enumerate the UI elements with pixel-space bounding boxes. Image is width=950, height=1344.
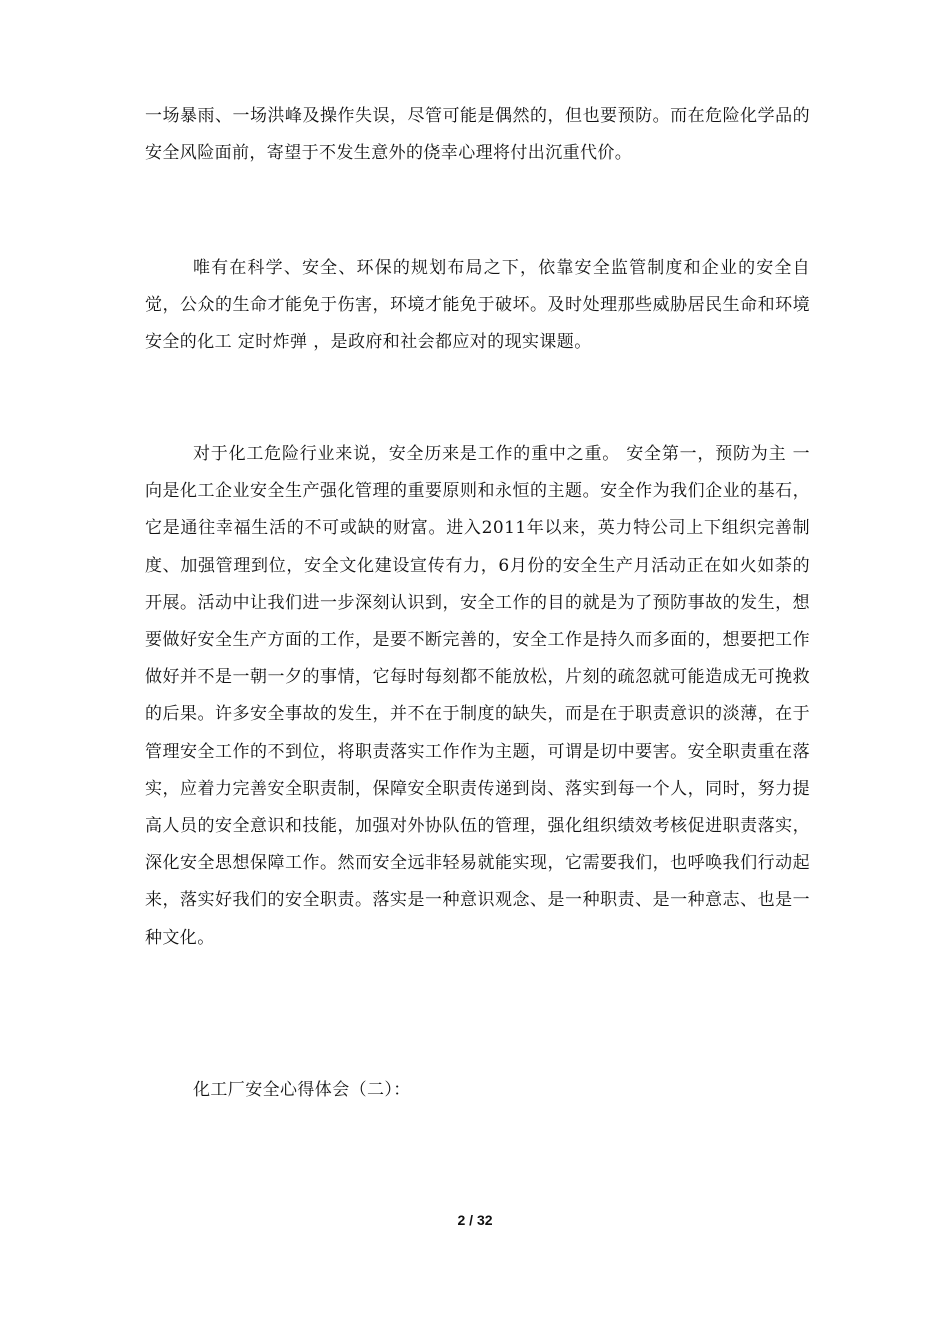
section-heading: 化工厂安全心得体会（二）： xyxy=(193,1080,411,1100)
page-number: 2 / 32 xyxy=(457,1212,493,1228)
paragraph-1: 一场暴雨、一场洪峰及操作失误，尽管可能是偶然的，但也要预防。而在危险化学品的安全风险面前，寄望于不发生意外的侥幸心理将付出沉重代价。 xyxy=(145,106,810,164)
paragraph-2: 唯有在科学、安全、环保的规划布局之下，依靠安全监管制度和企业的安全自觉，公众的生命才能免于伤害，环境才能免于破坏。及时处理那些威胁居民生命和环境安全的化工 定时炸弹 ，是政府和社会都应对的现实课题。 xyxy=(145,258,810,353)
paragraph-3: 对于化工危险行业来说，安全历来是工作的重中之重。 安全第一，预防为主 一向是化工企业安全生产强化管理的重要原则和永恒的主题。安全作为我们企业的基石，它是通往幸福生活的不可或缺的财富。进入2011年以来，英力特公司上下组织完善制度、加强管理到位，安全文化建设宣传有力，6月份的安全生产月活动正在如火如荼的开展。活动中让我们进一步深刻认识到，安全工作的目的就是为了预防事故的发生，想要做好安全生产方面的工作，是要不断完善的，安全工作是持久而多面的，想要把工作做好并不是一朝一夕的事情，它每时每刻都不能放松，片刻的疏忽就可能造成无可挽救的后果。许多安全事故的发生，并不在于制度的缺失，而是在于职责意识的淡薄，在于管理安全工作的不到位，将职责落实工作作为主题，可谓是切中要害。安全职责重在落实，应着力完善安全职责制，保障安全职责传递到岗、落实到每一个人，同时，努力提高人员的安全意识和技能，加强对外协队伍的管理，强化组织绩效考核促进职责落实，深化安全思想保障工作。然而安全远非轻易就能实现，它需要我们，也呼唤我们行动起来，落实好我们的安全职责。落实是一种意识观念、是一种职责、是一种意志、也是一种文化。 xyxy=(145,444,810,948)
